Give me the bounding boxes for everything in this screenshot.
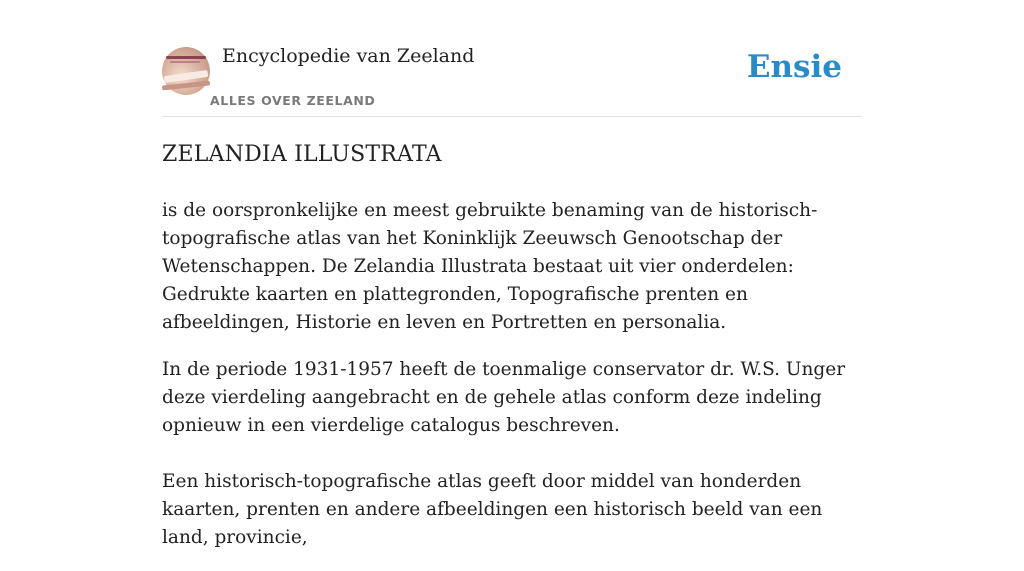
avatar-book-band [166, 56, 206, 59]
article-paragraph: Een historisch-topografische atlas geeft door middel van honderden kaarten, prenten en andere afbeeldingen een historisch beeld van een land, provincie, [162, 471, 823, 548]
article-paragraph: In de periode 1931-1957 heeft de toenmalige conservator dr. W.S. Unger deze vierdeling aangebracht en de gehele atlas conform deze indeling opnieuw in een vierdelige catalogus beschreven. [162, 359, 846, 436]
avatar-book-band [170, 61, 200, 63]
site-avatar[interactable] [162, 47, 210, 95]
site-header [162, 0, 862, 117]
article-paragraph: is de oorspronkelijke en meest gebruikte benaming van de historisch-topografische atlas van het Koninklijk Zeeuwsch Genootschap der Wetenschappen. De Zelandia Illustrata bestaat uit vier onderdelen: Gedrukte kaarten en plattegronden, Topografische prenten en afbeeldingen, Historie en leven en Portretten en personalia. [162, 200, 818, 333]
site-title-link[interactable]: Encyclopedie van Zeeland [222, 45, 475, 67]
brand-logo-link[interactable]: Ensie [746, 49, 842, 85]
site-tagline: ALLES OVER ZEELAND [210, 93, 376, 108]
article-content [162, 138, 862, 571]
article-title: ZELANDIA ILLUSTRATA [162, 142, 442, 167]
